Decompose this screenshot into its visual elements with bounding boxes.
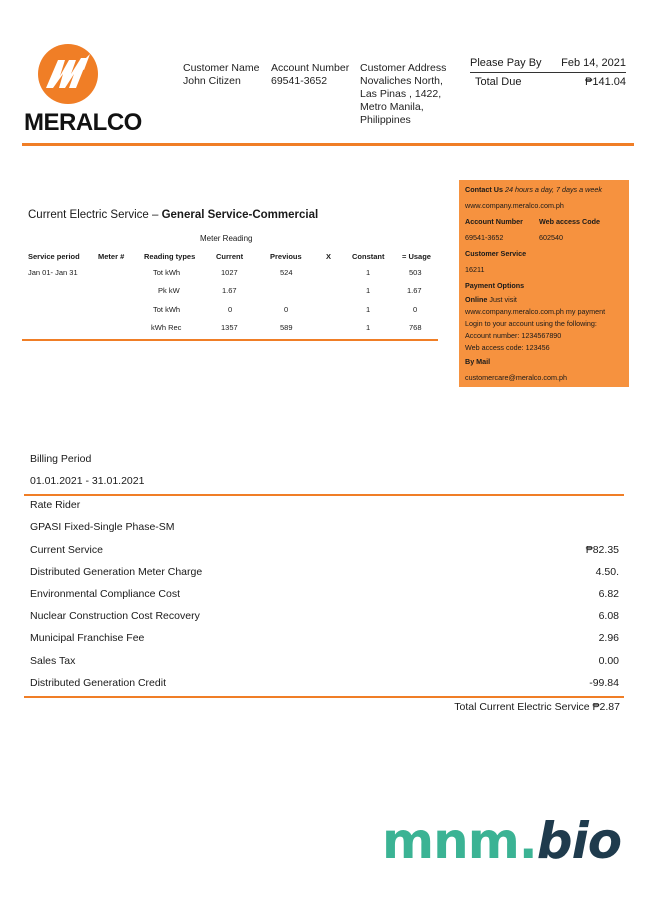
col-previous: Previous	[270, 252, 302, 261]
charge-row	[30, 632, 619, 646]
address-line: Novaliches North,	[360, 75, 443, 87]
rate-name: GPASI Fixed-Single Phase-SM	[30, 521, 175, 533]
usage: 1.67	[407, 286, 422, 295]
please-pay-by-date: Feb 14, 2021	[561, 57, 626, 69]
customer-address-block	[360, 62, 446, 127]
billing-period-label: Billing Period	[30, 453, 92, 465]
total-label: Total Current Electric Service	[454, 701, 590, 713]
charge-value: 6.08	[598, 610, 619, 622]
charge-value: -99.84	[589, 677, 619, 689]
charge-row	[30, 588, 619, 602]
previous-reading: 524	[280, 268, 293, 277]
constant: 1	[366, 286, 371, 295]
col-usage: = Usage	[402, 252, 431, 261]
charge-row	[30, 544, 619, 558]
customer-address-label: Customer Address	[360, 62, 447, 74]
total-due-label: Total Due	[475, 76, 522, 88]
reading-type: Pk kW	[158, 286, 180, 295]
current-reading: 1.67	[222, 286, 237, 295]
charges-divider	[24, 696, 624, 698]
charge-value: 0.00	[598, 655, 619, 667]
account-number-block	[271, 62, 349, 88]
rate-rider-label: Rate Rider	[30, 499, 81, 511]
payment-options-label: Payment Options	[465, 281, 525, 290]
previous-reading: 0	[284, 305, 289, 314]
account-number: 69541-3652	[271, 75, 328, 87]
address-line: Metro Manila,	[360, 101, 424, 113]
usage: 0	[413, 305, 418, 314]
by-mail-label: By Mail	[465, 357, 491, 366]
contact-panel	[459, 180, 629, 387]
divider	[470, 72, 626, 73]
contact-account-number: 69541-3652	[465, 233, 504, 242]
total-current-service	[300, 701, 620, 713]
web-access-code: 602540	[539, 233, 563, 242]
col-meter: Meter #	[98, 252, 125, 261]
reading-type: kWh Rec	[151, 323, 182, 332]
reading-type: Tot kWh	[153, 305, 181, 314]
mail-address[interactable]: customercare@meralco.com.ph	[465, 373, 567, 382]
usage: 503	[409, 268, 422, 277]
login-text: Login to your account using the following:	[465, 319, 597, 328]
payment-summary	[470, 56, 626, 90]
constant: 1	[366, 323, 371, 332]
charge-value: 2.96	[598, 632, 619, 644]
charge-label: Nuclear Construction Cost Recovery	[30, 610, 200, 622]
web-access-line: Web access code: 123456	[465, 343, 550, 352]
total-value: ₱2.87	[592, 701, 620, 713]
contact-hours: 24 hours a day, 7 days a week	[504, 185, 602, 194]
charge-label: Environmental Compliance Cost	[30, 588, 180, 600]
account-number-label: Account Number	[271, 62, 350, 74]
billing-period: 01.01.2021 - 31.01.2021	[30, 475, 145, 487]
col-constant: Constant	[352, 252, 385, 261]
contact-website[interactable]: www.company.meralco.com.ph	[465, 201, 564, 210]
col-reading-types: Reading types	[144, 252, 196, 261]
charge-row	[30, 655, 619, 669]
charge-label: Current Service	[30, 544, 103, 556]
meralco-logo-icon	[38, 44, 98, 104]
col-x: X	[326, 252, 332, 261]
online-label: Online	[465, 295, 488, 304]
customer-name-block	[183, 62, 259, 88]
watermark-logo: mnm.bio	[382, 812, 622, 870]
current-reading: 1357	[221, 323, 238, 332]
total-due-amount: ₱141.04	[585, 76, 626, 88]
reading-type: Tot kWh	[153, 268, 181, 277]
service-title: Current Electric Service – General Service-Commercial	[28, 209, 319, 221]
charge-row	[30, 610, 619, 624]
previous-reading: 589	[280, 323, 293, 332]
charge-row	[30, 677, 619, 691]
current-reading: 1027	[221, 268, 238, 277]
customer-name-label: Customer Name	[183, 62, 260, 74]
charge-label: Distributed Generation Credit	[30, 677, 166, 689]
web-access-label: Web access Code	[539, 217, 600, 226]
online-text: Just visit	[489, 295, 517, 304]
brand-wordmark: MERALCO	[24, 109, 142, 136]
charge-value: 6.82	[598, 588, 619, 600]
col-current: Current	[216, 252, 244, 261]
account-number-line: Account number: 1234567890	[465, 331, 562, 340]
current-reading: 0	[228, 305, 233, 314]
charge-label: Distributed Generation Meter Charge	[30, 566, 203, 578]
contact-us-label: Contact Us	[465, 185, 503, 194]
charge-label: Sales Tax	[30, 655, 76, 667]
charge-row	[30, 566, 619, 580]
billing-divider	[24, 494, 624, 496]
service-period: Jan 01- Jan 31	[28, 268, 78, 277]
constant: 1	[366, 268, 371, 277]
account-number-label: Account Number	[465, 217, 523, 226]
charge-value: 4.50.	[595, 566, 619, 578]
meter-divider	[22, 339, 438, 341]
please-pay-by-label: Please Pay By	[470, 57, 542, 69]
address-line: Philippines	[360, 114, 411, 126]
customer-name: John Citizen	[183, 75, 241, 87]
service-type: General Service-Commercial	[161, 209, 319, 221]
col-service-period: Service period	[28, 252, 80, 261]
charge-label: Municipal Franchise Fee	[30, 632, 145, 644]
charge-value: ₱82.35	[585, 544, 619, 556]
header-divider	[22, 143, 634, 146]
online-url[interactable]: www.company.meralco.com.ph my payment	[465, 307, 606, 316]
customer-service-label: Customer Service	[465, 249, 527, 258]
meter-reading-label: Meter Reading	[200, 234, 253, 243]
address-line: Las Pinas , 1422,	[360, 88, 442, 100]
constant: 1	[366, 305, 371, 314]
customer-service-number: 16211	[465, 265, 485, 274]
usage: 768	[409, 323, 422, 332]
